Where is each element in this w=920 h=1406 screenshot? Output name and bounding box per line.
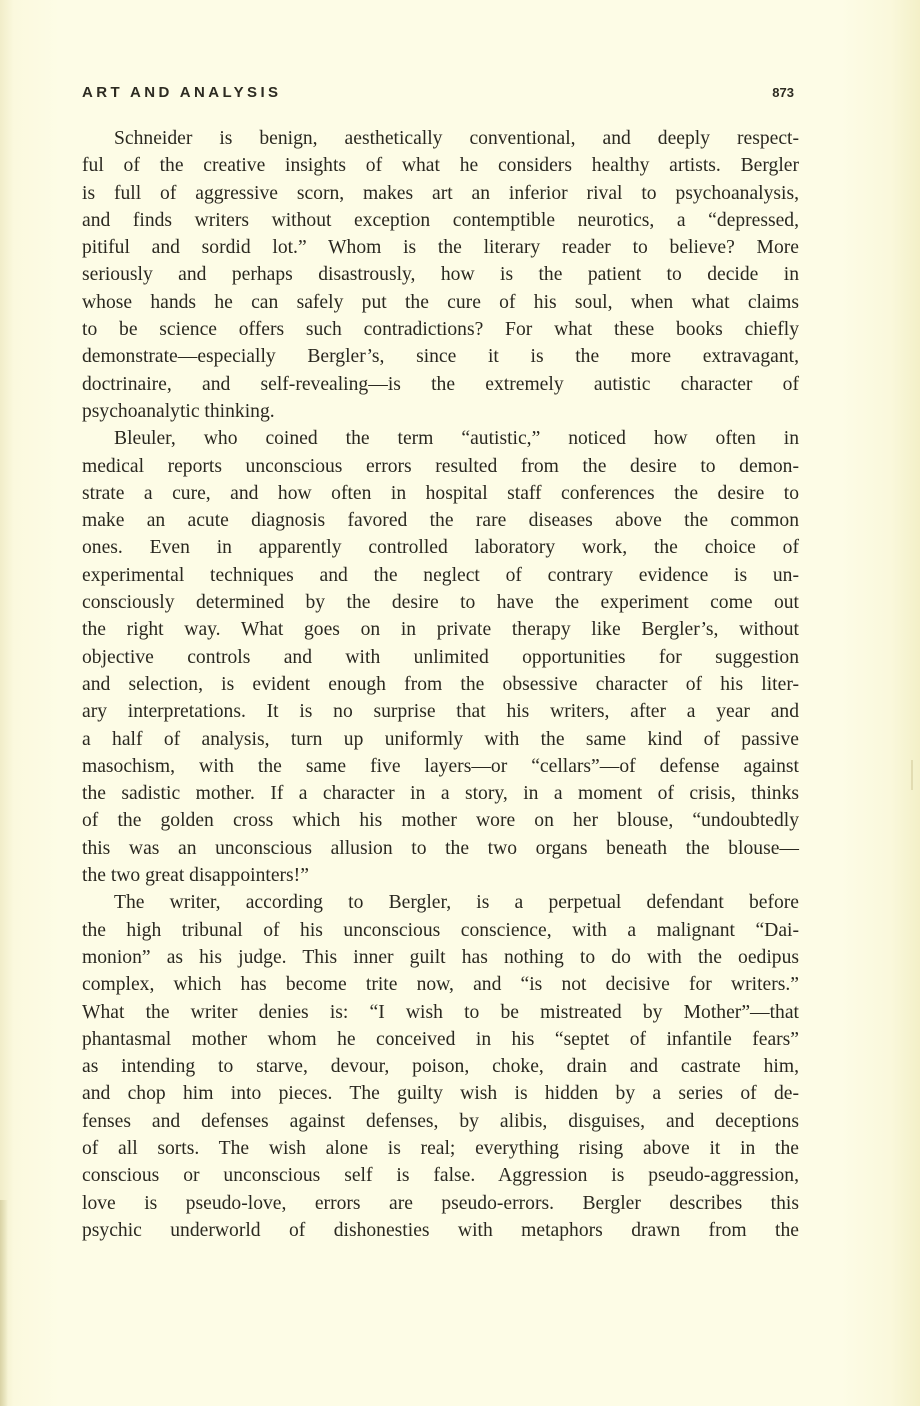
- text-line: of the golden cross which his mother wore on her blouse, “undoubtedly: [82, 810, 799, 832]
- text-line: to be science offers such contradictions? For what these books chiefly: [82, 319, 799, 341]
- text-line: ful of the creative insights of what he considers healthy artists. Bergler: [82, 155, 799, 177]
- text-line: medical reports unconscious errors resulted from the desire to demon-: [82, 455, 799, 477]
- running-head: [82, 84, 794, 108]
- text-line: of all sorts. The wish alone is real; everything rising above it in the: [82, 1137, 799, 1159]
- text-line: ary interpretations. It is no surprise that his writers, after a year and: [82, 701, 799, 723]
- paragraph: [82, 889, 799, 1244]
- page-edge-shadow: [0, 1200, 8, 1406]
- text-line: masochism, with the same five layers—or “cellars”—of defense against: [82, 755, 799, 777]
- text-line: this was an unconscious allusion to the two organs beneath the blouse—: [82, 837, 799, 859]
- text-line: doctrinaire, and self-revealing—is the extremely autistic character of: [82, 373, 799, 395]
- text-line: The writer, according to Bergler, is a perpetual defendant before: [114, 892, 799, 914]
- text-line: psychic underworld of dishonesties with metaphors drawn from the: [82, 1219, 799, 1241]
- text-line: seriously and perhaps disastrously, how is the patient to decide in: [82, 264, 799, 286]
- paragraph: [82, 125, 799, 425]
- text-line: Bleuler, who coined the term “autistic,” noticed how often in: [114, 428, 799, 450]
- text-line: phantasmal mother whom he conceived in his “septet of infantile fears”: [82, 1028, 799, 1050]
- text-line: demonstrate—especially Bergler’s, since it is the more extravagant,: [82, 346, 799, 368]
- text-line: and selection, is evident enough from the obsessive character of his liter-: [82, 673, 799, 695]
- text-line: the sadistic mother. If a character in a story, in a moment of crisis, thinks: [82, 783, 799, 805]
- text-line: as intending to starve, devour, poison, choke, drain and castrate him,: [82, 1056, 799, 1078]
- text-line: is full of aggressive scorn, makes art an inferior rival to psychoanalysis,: [82, 182, 799, 204]
- running-title: ART AND ANALYSIS: [82, 84, 282, 101]
- text-line: consciously determined by the desire to have the experiment come out: [82, 592, 799, 614]
- text-line: complex, which has become trite now, and “is not decisive for writers.”: [82, 974, 799, 996]
- body-text: [82, 125, 799, 1244]
- text-line: Schneider is benign, aesthetically conventional, and deeply respect-: [114, 128, 799, 149]
- text-line: psychoanalytic thinking.: [82, 400, 275, 422]
- text-line: What the writer denies is: “I wish to be mistreated by Mother”—that: [82, 1001, 799, 1023]
- text-line: love is pseudo-love, errors are pseudo-errors. Bergler describes this: [82, 1192, 799, 1214]
- text-line: and chop him into pieces. The guilty wish is hidden by a series of de-: [82, 1083, 799, 1105]
- text-line: a half of analysis, turn up uniformly with the same kind of passive: [82, 728, 799, 750]
- text-line: the right way. What goes on in private therapy like Bergler’s, without: [82, 619, 799, 641]
- text-line: strate a cure, and how often in hospital staff conferences the desire to: [82, 482, 799, 504]
- text-line: and finds writers without exception contemptible neurotics, a “depressed,: [82, 209, 799, 231]
- text-line: pitiful and sordid lot.” Whom is the literary reader to believe? More: [82, 237, 799, 259]
- text-line: the two great disappointers!”: [82, 865, 309, 887]
- text-line: objective controls and with unlimited opportunities for suggestion: [82, 646, 799, 668]
- paragraph: [82, 425, 799, 889]
- text-line: experimental techniques and the neglect of contrary evidence is un-: [82, 564, 799, 586]
- text-line: monion” as his judge. This inner guilt has nothing to do with the oedipus: [82, 946, 799, 968]
- text-line: whose hands he can safely put the cure of his soul, when what claims: [82, 291, 799, 313]
- text-line: fenses and defenses against defenses, by alibis, disguises, and deceptions: [82, 1110, 799, 1132]
- text-line: conscious or unconscious self is false. Aggression is pseudo-aggression,: [82, 1165, 799, 1187]
- text-line: the high tribunal of his unconscious conscience, with a malignant “Dai-: [82, 919, 799, 941]
- text-line: ones. Even in apparently controlled laboratory work, the choice of: [82, 537, 799, 559]
- page-number: 873: [772, 85, 794, 100]
- text-line: make an acute diagnosis favored the rare diseases above the common: [82, 510, 799, 532]
- scan-mark: [911, 760, 913, 790]
